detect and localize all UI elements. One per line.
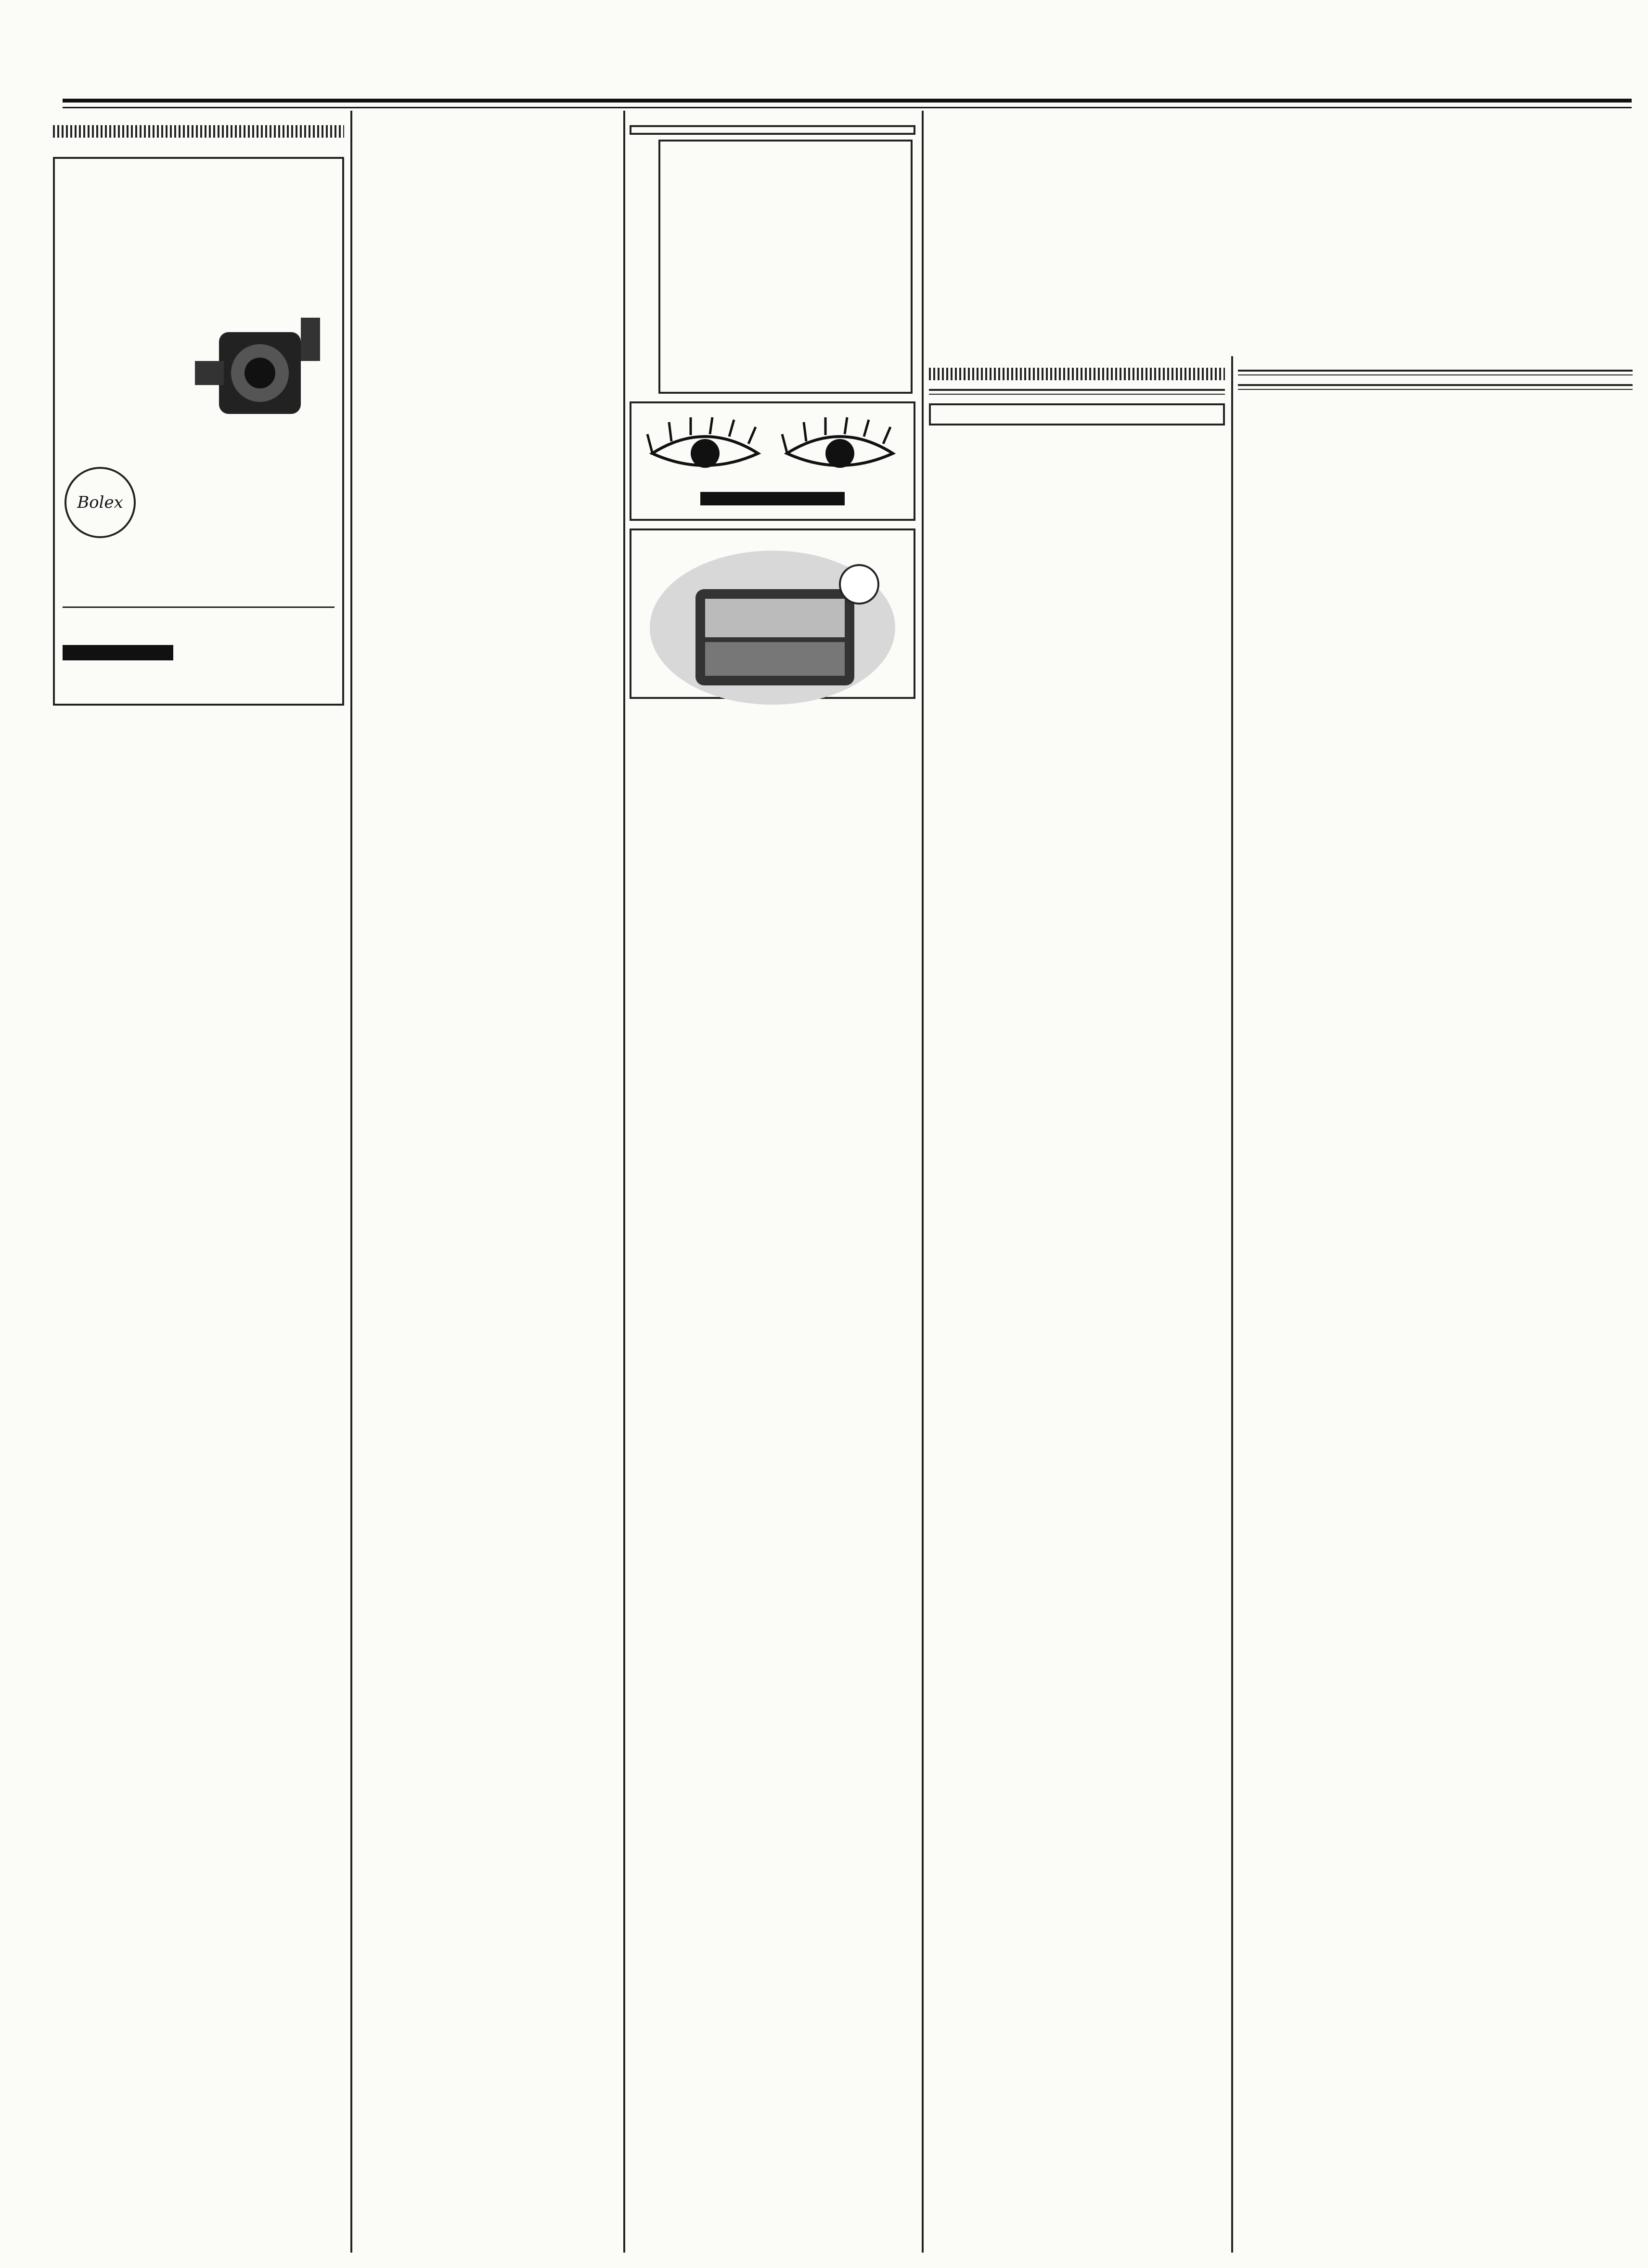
divider-double: [1238, 384, 1633, 390]
ad-brand: [700, 492, 845, 505]
column-readers-cont: [357, 221, 617, 2253]
crossword-grid: [658, 140, 913, 394]
header-rule-thin: [63, 107, 1632, 108]
column-divider: [623, 111, 625, 2253]
ad-sale: [63, 606, 335, 613]
paillard-logo: Bolex: [64, 467, 136, 538]
crossword-title: [630, 125, 915, 135]
column-news-right: [1238, 361, 1633, 2253]
camera-icon: [190, 303, 335, 448]
divider-double: [1238, 370, 1633, 375]
divider-hatch: [929, 368, 1225, 380]
column-divider: [350, 111, 352, 2253]
column-readers: [53, 116, 344, 2253]
divider-hatch: [53, 125, 344, 138]
column-divider: [1231, 356, 1233, 2253]
column-divider: [922, 111, 924, 2253]
ad-rep: [63, 645, 173, 660]
radio-icon: [643, 541, 902, 714]
tacydil-ad: [630, 401, 915, 521]
eyes-icon: [643, 415, 902, 487]
page-header: [63, 39, 1632, 91]
hospital-headline: [929, 120, 1632, 351]
header-rule: [63, 99, 1632, 103]
divider-double: [929, 389, 1225, 395]
column-crossword: [630, 125, 915, 2253]
crossword-wrap: [630, 140, 915, 394]
column-news: [929, 361, 1225, 2253]
botelhas-ad: [929, 403, 1225, 425]
camera-ad: [53, 157, 344, 706]
radio-ad: [630, 528, 915, 699]
